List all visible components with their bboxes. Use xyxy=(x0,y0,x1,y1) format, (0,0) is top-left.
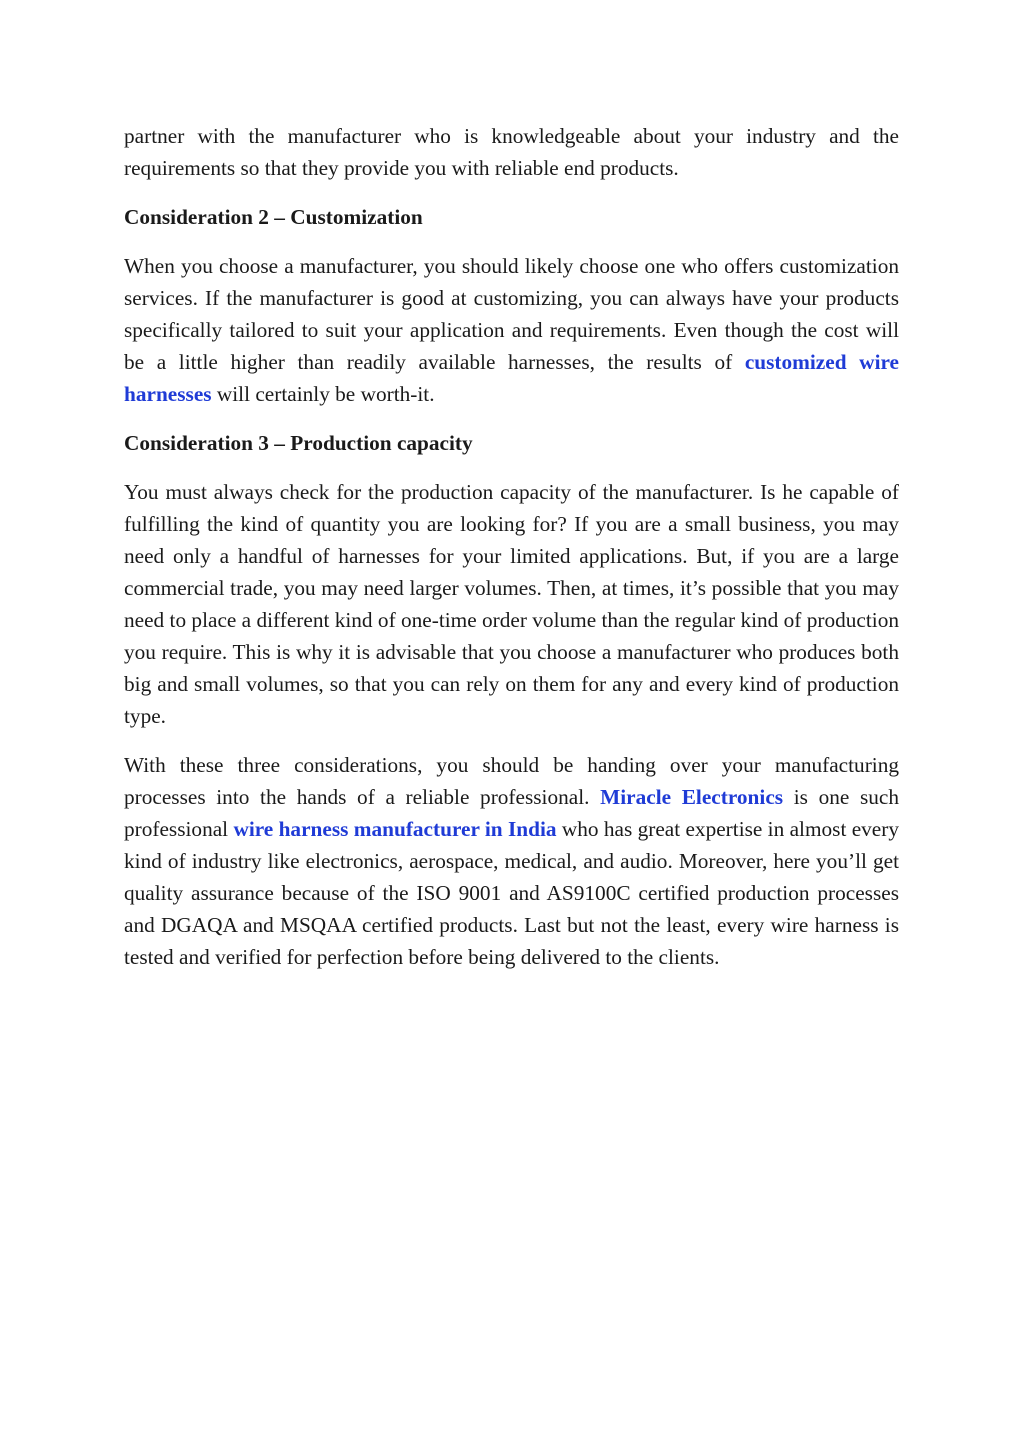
production-capacity-text: You must always check for the production capacity of the manufacturer. Is he capable of fulfilling the kind of quantity you are looking for? If you are a small business, you may need only a handful of harnesses for your limited applications. But, if you are a large commercial trade, you may need larger volumes. Then, at times, it’s possible that you may need to place a different kind of one-time order volume than the regular kind of production you require. This is why it is advisable that you choose a manufacturer who produces both big and small volumes, so that you can rely on them for any and every kind of production type. xyxy=(124,480,899,728)
customization-text-after: will certainly be worth-it. xyxy=(211,382,435,406)
conclusion-paragraph xyxy=(124,749,899,973)
document-page xyxy=(124,120,899,990)
intro-text: partner with the manufacturer who is knowledgeable about your industry and the requirements so that they provide you with reliable end products. xyxy=(124,124,899,180)
customized-wire-harnesses-link[interactable]: customized wire harnesses xyxy=(124,350,900,406)
conclusion-text-1: With these three considerations, you should be handing over your manufacturing processes into the hands of a reliable professional. xyxy=(124,753,899,809)
section-heading-production-capacity: Consideration 3 – Production capacity xyxy=(124,431,473,455)
conclusion-text-2: is one such professional xyxy=(124,785,900,841)
section-heading-customization: Consideration 2 – Customization xyxy=(124,205,423,229)
wire-harness-manufacturer-link[interactable]: wire harness manufacturer in India xyxy=(233,817,557,841)
miracle-electronics-link[interactable]: Miracle Electronics xyxy=(600,785,784,809)
customization-text-before: When you choose a manufacturer, you should likely choose one who offers customization services. If the manufacturer is good at customizing, you can always have your products specifically tailored to suit your application and requirements. Even though the cost will be a little higher than readily available harnesses, the results of xyxy=(124,254,899,374)
customization-paragraph xyxy=(124,250,899,410)
conclusion-text-3: who has great expertise in almost every kind of industry like electronics, aerospace, medical, and audio. Moreover, here you’ll get quality assurance because of the ISO 9001 and AS9100C certified production processes and DGAQA and MSQAA certified products. Last but not the least, every wire harness is tested and verified for perfection before being delivered to the clients. xyxy=(124,817,900,969)
production-capacity-paragraph xyxy=(124,476,899,732)
intro-paragraph xyxy=(124,120,899,184)
